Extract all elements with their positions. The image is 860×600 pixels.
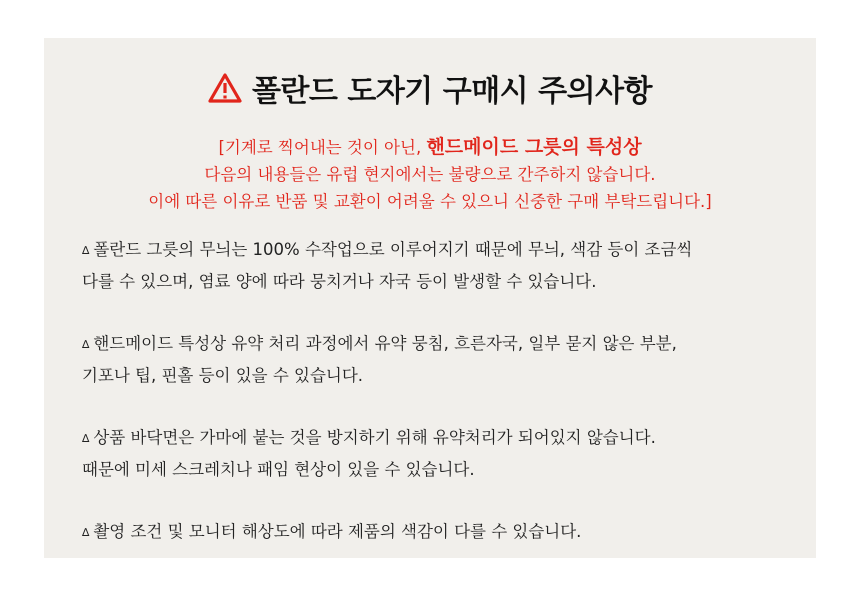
disclaimer-block [44, 134, 816, 215]
disclaimer-emphasis: 핸드메이드 그릇의 특성상 [426, 136, 642, 158]
note-item [82, 234, 796, 297]
note-line: 기포나 팁, 핀홀 등이 있을 수 있습니다. [82, 366, 364, 385]
disclaimer-line-1 [44, 134, 816, 161]
notice-panel [44, 38, 816, 558]
note-line: 핸드메이드 특성상 유약 처리 과정에서 유약 뭉침, 흐른자국, 일부 묻지 않은 부분, [93, 334, 677, 353]
disclaimer-line-3: 이에 따른 이유로 반품 및 교환이 어려울 수 있으니 신중한 구매 부탁드립니다.] [148, 192, 712, 211]
title-row [44, 66, 816, 110]
note-line: 때문에 미세 스크레치나 패임 현상이 있을 수 있습니다. [82, 460, 475, 479]
disclaimer-prefix: [기계로 찍어내는 것이 아닌, [218, 138, 427, 157]
note-line: 다를 수 있으며, 염료 양에 따라 뭉치거나 자국 등이 발생할 수 있습니다. [82, 272, 597, 291]
page-title: 폴란드 도자기 구매시 주의사항 [251, 74, 653, 109]
note-item [82, 422, 796, 485]
disclaimer-line-2: 다음의 내용들은 유럽 현지에서는 불량으로 간주하지 않습니다. [204, 165, 656, 184]
warning-icon [208, 73, 242, 103]
bullet-triangle-icon: ∆ [82, 432, 90, 445]
note-item [82, 328, 796, 391]
note-line: 폴란드 그릇의 무늬는 100% 수작업으로 이루어지기 때문에 무늬, 색감 등이 조금씩 [93, 240, 693, 259]
bullet-triangle-icon: ∆ [82, 244, 90, 257]
bullet-triangle-icon: ∆ [82, 338, 90, 351]
note-line: 상품 바닥면은 가마에 붙는 것을 방지하기 위해 유약처리가 되어있지 않습니다. [93, 428, 656, 447]
bullet-triangle-icon: ∆ [82, 526, 90, 539]
notes-list [82, 234, 796, 579]
note-item [82, 516, 796, 548]
note-line: 촬영 조건 및 모니터 해상도에 따라 제품의 색감이 다를 수 있습니다. [93, 522, 582, 541]
